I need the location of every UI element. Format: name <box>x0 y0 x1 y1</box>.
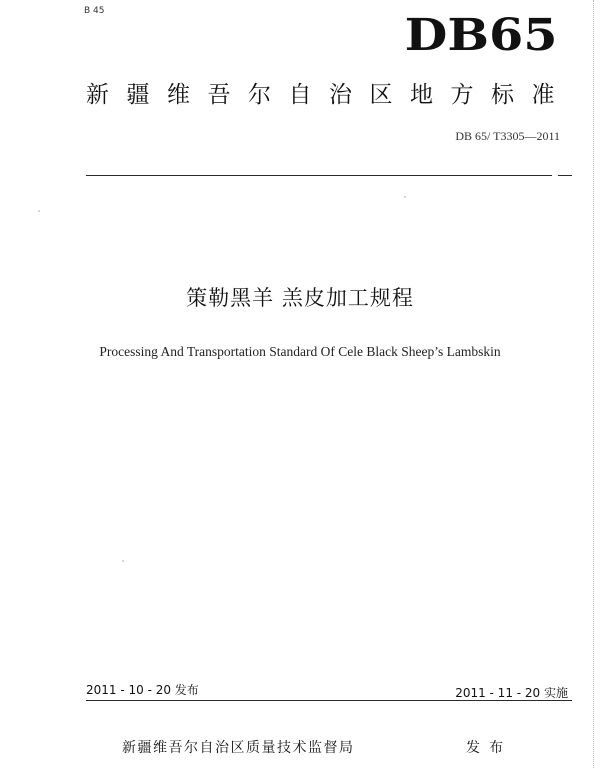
publish-label: 发布 <box>466 740 512 756</box>
scan-speck <box>122 560 124 562</box>
implementation-date: 2011 - 11 - 20 实施 <box>455 686 568 700</box>
publisher-name: 新疆维吾尔自治区质量技术监督局 <box>122 740 355 756</box>
header-divider <box>86 175 572 176</box>
scan-edge-artifact <box>593 0 594 768</box>
standard-type-heading: 新疆维吾尔自治区地方标准 <box>86 82 572 108</box>
footer-divider <box>86 700 572 701</box>
scan-speck <box>404 196 406 198</box>
ics-code: B 45 <box>84 6 105 16</box>
document-title-english: Processing And Transportation Standard Of Cele Black Sheep’s Lambskin <box>99 344 501 359</box>
db65-logo: DB65 <box>405 10 558 61</box>
standard-number: DB 65/ T3305—2011 <box>455 129 560 143</box>
divider-gap <box>552 174 558 178</box>
document-title-chinese: 策勒黑羊 羔皮加工规程 <box>186 286 414 310</box>
issue-date: 2011 - 10 - 20 发布 <box>86 683 199 697</box>
scan-speck <box>38 210 40 212</box>
